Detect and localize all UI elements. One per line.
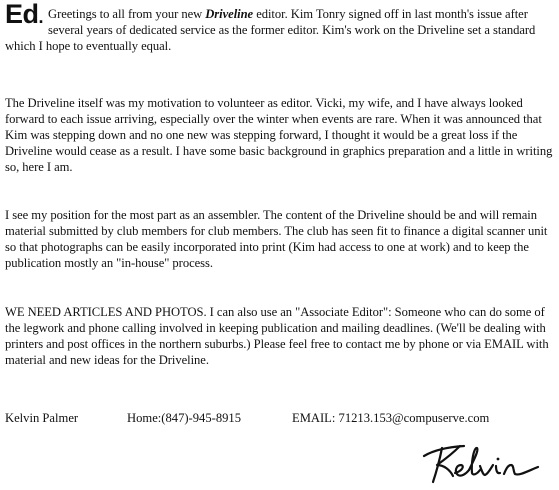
handwritten-signature <box>420 438 555 488</box>
contact-line <box>5 411 557 429</box>
contact-name: Kelvin Palmer <box>5 411 79 425</box>
editorial-paragraph-1 <box>5 0 557 54</box>
editor-marker: Ed. <box>5 0 44 29</box>
greeting-text: Greetings to all from your new <box>48 7 206 21</box>
contact-phone: Home:(847)-945-8915 <box>127 411 242 425</box>
editorial-paragraph-3: I see my position for the most part as an assembler. The content of the Driveline should be and will remain material submitted by club members for club members. The club has seen fit to finance a digital scanner unit so that photographs can be easily incorporated into print (Kim had access to one at work) and to keep the publication mostly an "in-house" process. <box>5 208 548 270</box>
greeting-continued: editor. Kim Tonry signed off in last month's issue after several years of dedicated service as the former editor. Kim's work on the Driveline set a standard which I hope to eventually equal. <box>5 7 536 53</box>
editorial-paragraph-4: WE NEED ARTICLES AND PHOTOS. I can also use an "Associate Editor": Someone who can do some of the legwork and phone calling involved in keeping publication and mailing deadlines. (We'll be dealing with printers and post offices in the northern suburbs.) Please feel free to contact me by phone or via EMAIL with material and new ideas for the Driveline. <box>5 305 549 367</box>
publication-name: Driveline <box>205 7 254 21</box>
contact-email[interactable]: EMAIL: 71213.153@compuserve.com <box>292 411 490 425</box>
editorial-paragraph-2: The Driveline itself was my motivation to volunteer as editor. Vicki, my wife, and I have always looked forward to each issue arriving, especially over the winter when events are rare. When it was announced that Kim was stepping down and no one new was stepping forward, I thought it would be a great loss if the Driveline would cease as a result. I have some basic background in graphics preparation and a little in writing so, here I am. <box>5 96 553 174</box>
